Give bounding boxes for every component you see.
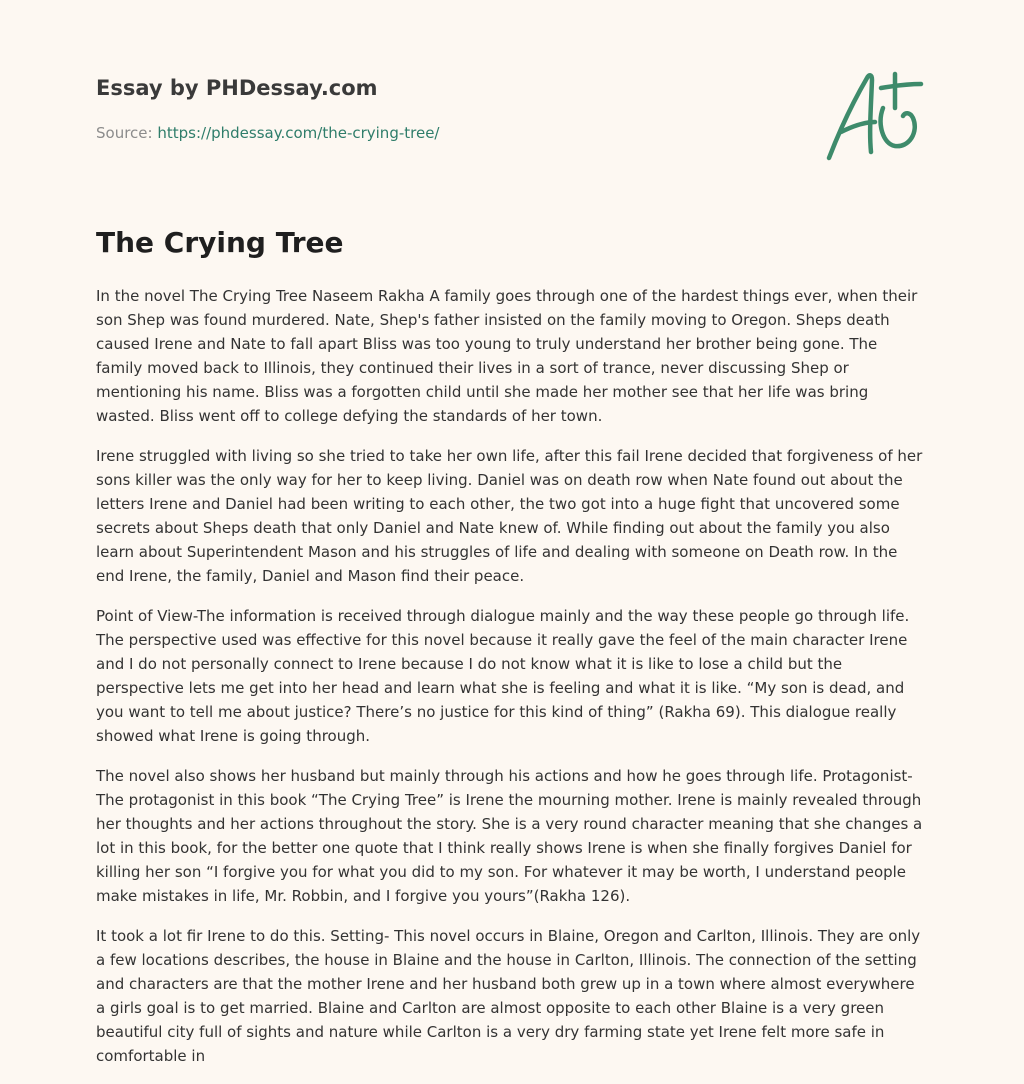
a-plus-logo-icon	[825, 66, 927, 166]
site-brand: Essay by PHDessay.com	[96, 76, 378, 100]
paragraph: In the novel The Crying Tree Naseem Rakha A family goes through one of the hardest things ever, when their son Shep was found murdered. Nate, Shep's father insisted on the family moving to Oregon. Sheps death caused Irene and Nate to fall apart Bliss was too young to truly understand her brother being gone. The family moved back to Illinois, they continued their lives in a sort of trance, never discussing Shep or mentioning his name. Bliss was a forgotten child until she made her mother see that her life was bring wasted. Bliss went off to college defying the standards of her town.	[96, 287, 918, 425]
paragraph: Irene struggled with living so she tried to take her own life, after this fail Irene decided that forgiveness of her sons killer was the only way for her to keep living. Daniel was on death row when Nate found out about the letters Irene and Daniel had been writing to each other, the two got into a huge fight that uncovered some secrets about Sheps death that only Daniel and Nate knew of. While finding out about the family you also learn about Superintendent Mason and his struggles of life and dealing with someone on Death row. In the end Irene, the family, Daniel and Mason find their peace.	[96, 447, 923, 585]
paragraph: Point of View-The information is received through dialogue mainly and the way these people go through life. The perspective used was effective for this novel because it really gave the feel of the main character Irene and I do not personally connect to Irene because I do not know what it is like to lose a child but the perspective lets me get into her head and learn what she is feeling and what it is like. “My son is dead, and you want to tell me about justice? There’s no justice for this kind of thing” (Rakha 69). This dialogue really showed what Irene is going through.	[96, 607, 910, 745]
paragraph: The novel also shows her husband but mainly through his actions and how he goes through life. Protagonist- The protagonist in this book “The Crying Tree” is Irene the mourning mother. Irene is mainly revealed through her thoughts and her actions throughout the story. She is a very round character meaning that she changes a lot in this book, for the better one quote that I think really shows Irene is when she finally forgives Daniel for killing her son “I forgive you for what you did to my son. For whatever it may be worth, I understand people make mistakes in life, Mr. Robbin, and I forgive you yours”(Rakha 126).	[96, 767, 923, 905]
paragraph: It took a lot fir Irene to do this. Setting- This novel occurs in Blaine, Oregon and Carlton, Illinois. They are only a few locations describes, the house in Blaine and the house in Carlton, Illinois. The connection of the setting and characters are that the mother Irene and her husband both grew up in a town where almost everywhere a girls goal is to get married. Blaine and Carlton are almost opposite to each other Blaine is a very green beautiful city full of sights and nature while Carlton is a very dry farming state yet Irene felt more safe in comfortable in	[96, 927, 921, 1065]
source-link[interactable]: https://phdessay.com/the-crying-tree/	[157, 124, 440, 142]
source-line	[96, 124, 439, 142]
essay-title: The Crying Tree	[96, 226, 344, 259]
source-label: Source:	[96, 124, 153, 142]
essay-body	[96, 284, 928, 1084]
